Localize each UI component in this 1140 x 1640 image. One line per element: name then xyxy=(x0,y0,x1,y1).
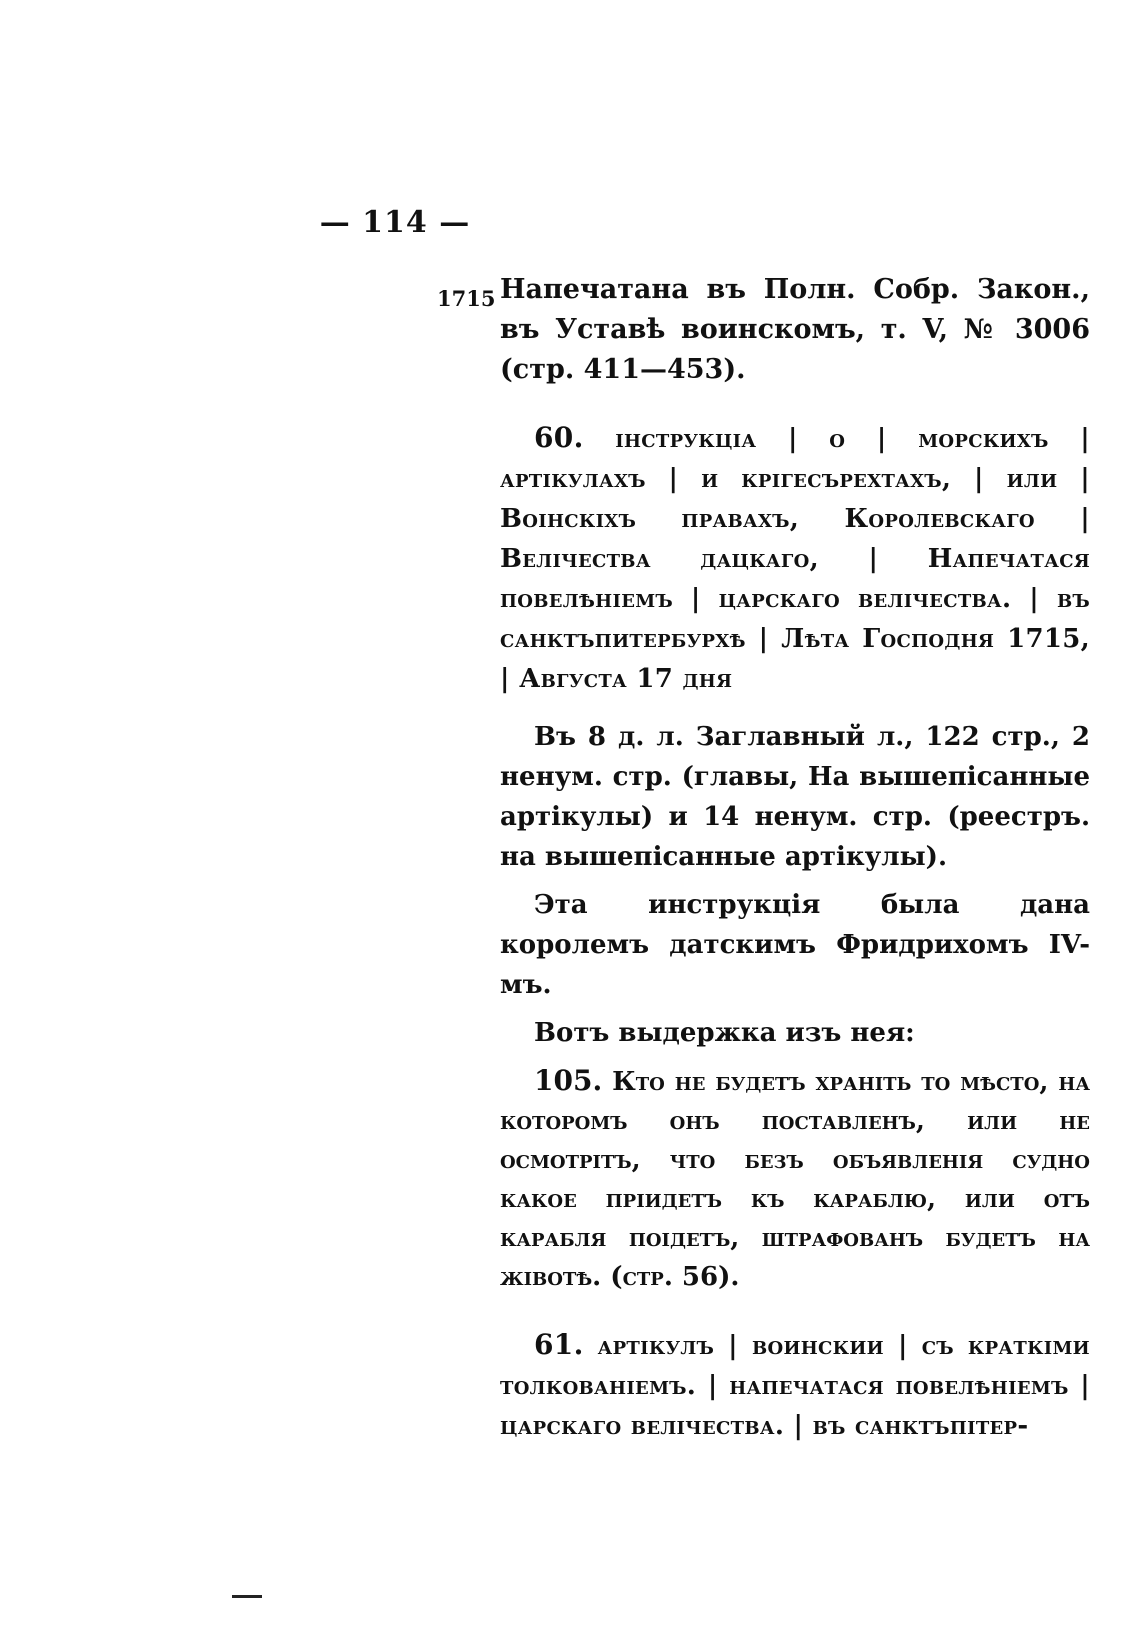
entry-60-title-text: інструкціа | о | морскихъ | артікулахъ | и крігесърехтахъ, | или | Воінскіхъ правахъ, Королевскаго | Велічества дацкаго, | Напечатася повелѣніемъ | царскаго велічества. | въ санктъпитербурхѣ | Лѣта Господня 1715, | Августа 17 дня xyxy=(500,424,1090,694)
intro-paragraph: Напечатана въ Полн. Собр. Закон., въ Уставѣ воинскомъ, т. V, № 3006 (стр. 411—453). xyxy=(500,274,1090,385)
entry-60-excerpt-text: Кто не будетъ храніть то мѣсто, на которомъ онъ поставленъ, или не осмотрітъ, что безъ объявленія судно какое пріидетъ къ караблю, или отъ карабля поідетъ, штрафованъ будетъ на жівотѣ. (стр. 56). xyxy=(500,1067,1090,1292)
entry-61-title-text: артікулъ | воинскии | съ краткіми толкованіемъ. | напечатася повелѣніемъ | царскаго велічества. | въ санктъпітер- xyxy=(500,1331,1090,1441)
page-number: — 114 — xyxy=(319,205,471,240)
entry-60-excerpt-intro: Вотъ выдержка изъ нея: xyxy=(534,1018,915,1048)
entry-60-excerpt xyxy=(500,1061,1090,1297)
entry-61-title xyxy=(500,1325,1090,1446)
entry-61-number: 61. xyxy=(534,1328,584,1361)
entry-60-description: Въ 8 д. л. Заглавный л., 122 стр., 2 ненум. стр. (главы, На вышепісанные артікулы) и 14 ненум. стр. (реестръ. на вышепісанные артікулы). xyxy=(500,722,1090,872)
margin-year: 1715 xyxy=(437,286,496,311)
entry-60-note: Эта инструкція была дана королемъ датскимъ Фридрихомъ IV-мъ. xyxy=(500,890,1090,1000)
scan-mark xyxy=(232,1595,262,1598)
text-column xyxy=(500,270,1090,1446)
entry-60-title xyxy=(500,418,1090,699)
entry-60-excerpt-number: 105. xyxy=(534,1064,603,1097)
entry-60-number: 60. xyxy=(534,421,584,454)
